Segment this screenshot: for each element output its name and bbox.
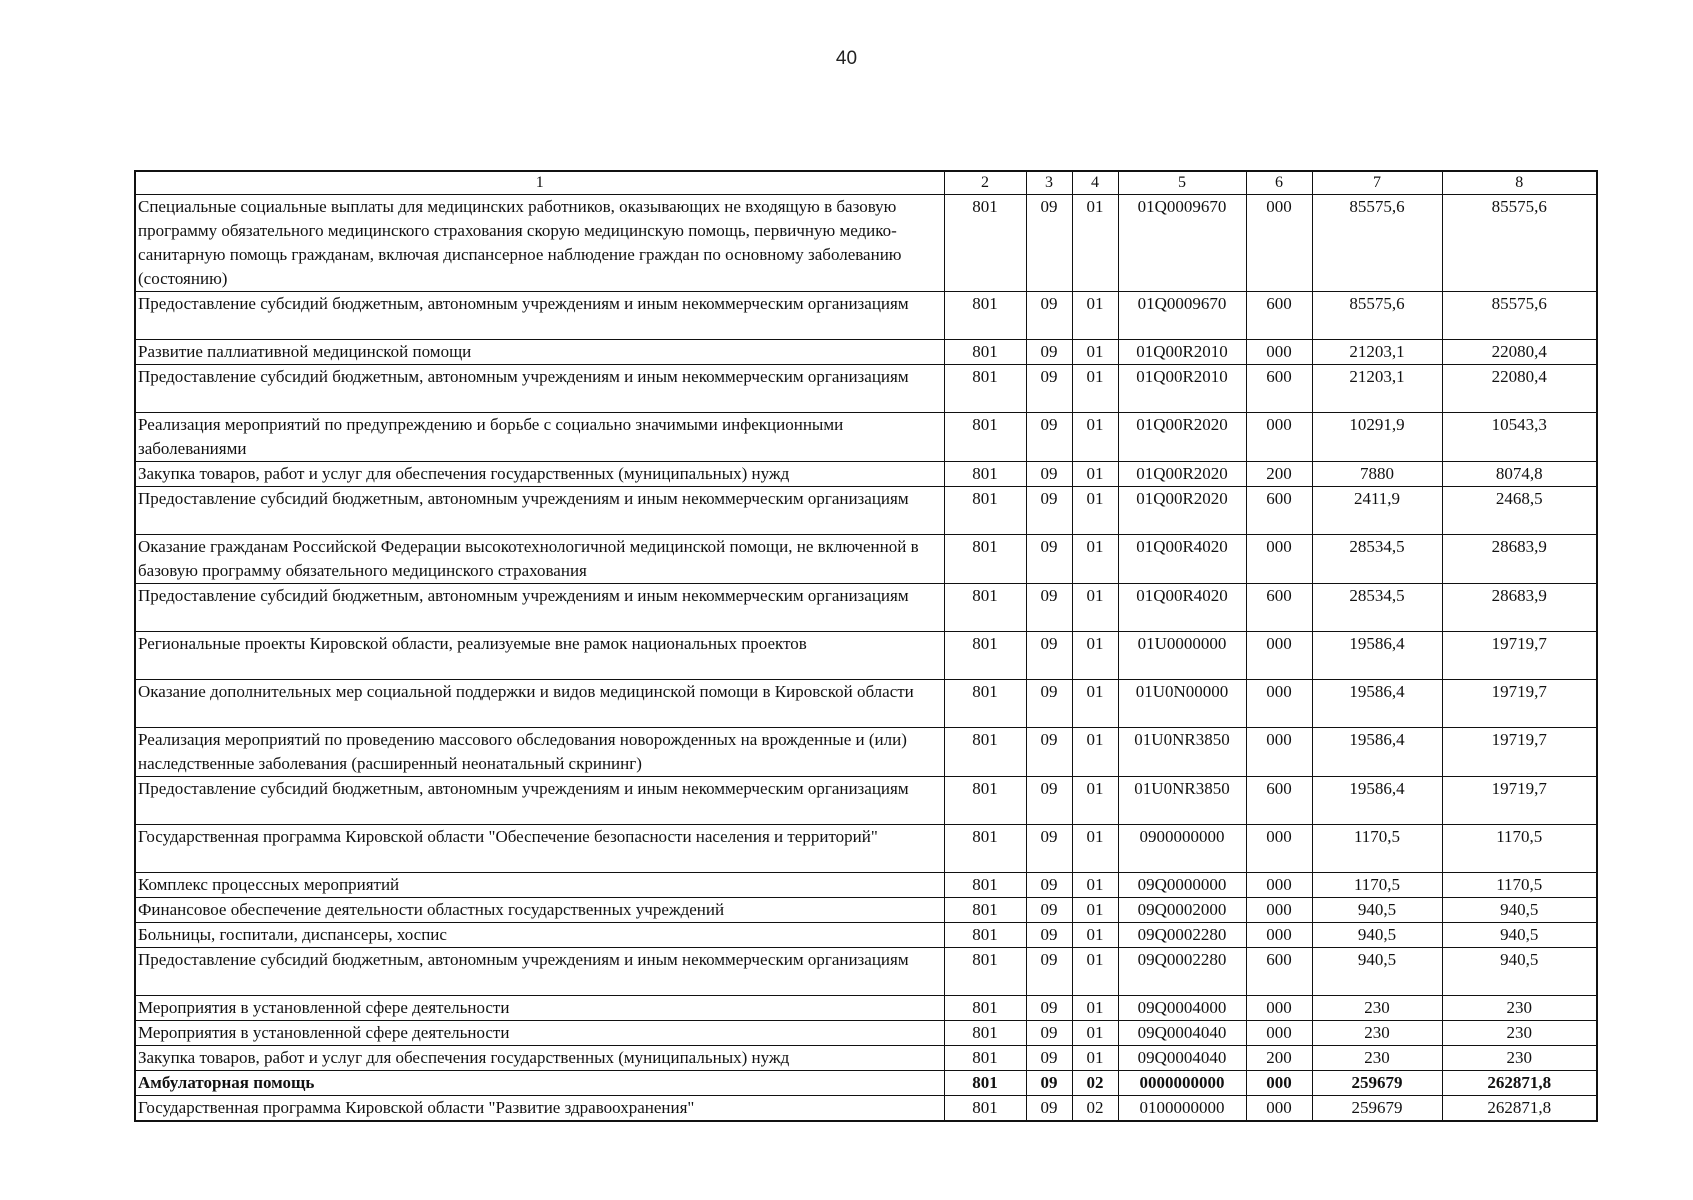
- subsection-cell: 01: [1072, 825, 1118, 873]
- code-ved-cell: 801: [944, 462, 1026, 487]
- subsection-cell: 01: [1072, 728, 1118, 777]
- table-row: [135, 413, 1597, 462]
- header-cell: 1: [135, 171, 944, 195]
- section-cell: 09: [1026, 923, 1072, 948]
- subsection-cell: 01: [1072, 1046, 1118, 1071]
- table-row: [135, 292, 1597, 340]
- expense-type-cell: 000: [1246, 1021, 1312, 1046]
- item-name-cell: Региональные проекты Кировской области, реализуемые вне рамок национальных проектов: [135, 632, 944, 680]
- amount-2025-cell: 19586,4: [1312, 777, 1442, 825]
- expense-type-cell: 600: [1246, 292, 1312, 340]
- amount-2026-cell: 19719,7: [1442, 632, 1597, 680]
- table-row: [135, 340, 1597, 365]
- section-cell: 09: [1026, 340, 1072, 365]
- section-cell: 09: [1026, 1071, 1072, 1096]
- item-name-cell: Амбулаторная помощь: [135, 1071, 944, 1096]
- section-cell: 09: [1026, 487, 1072, 535]
- subsection-cell: 01: [1072, 632, 1118, 680]
- header-cell: 6: [1246, 171, 1312, 195]
- amount-2026-cell: 230: [1442, 1046, 1597, 1071]
- amount-2026-cell: 230: [1442, 996, 1597, 1021]
- target-item-cell: 01Q00R2020: [1118, 462, 1246, 487]
- header-cell: 7: [1312, 171, 1442, 195]
- header-cell: 5: [1118, 171, 1246, 195]
- code-ved-cell: 801: [944, 413, 1026, 462]
- amount-2025-cell: 259679: [1312, 1071, 1442, 1096]
- item-name-cell: Предоставление субсидий бюджетным, автономным учреждениям и иным некоммерческим организациям: [135, 584, 944, 632]
- code-ved-cell: 801: [944, 680, 1026, 728]
- amount-2025-cell: 940,5: [1312, 898, 1442, 923]
- target-item-cell: 01Q00R2010: [1118, 365, 1246, 413]
- code-ved-cell: 801: [944, 195, 1026, 292]
- item-name-cell: Комплекс процессных мероприятий: [135, 873, 944, 898]
- section-cell: 09: [1026, 1096, 1072, 1122]
- section-cell: 09: [1026, 632, 1072, 680]
- table-row: [135, 632, 1597, 680]
- code-ved-cell: 801: [944, 584, 1026, 632]
- expense-type-cell: 200: [1246, 1046, 1312, 1071]
- amount-2026-cell: 28683,9: [1442, 535, 1597, 584]
- table-row: [135, 462, 1597, 487]
- table-row: [135, 365, 1597, 413]
- table-row: [135, 923, 1597, 948]
- amount-2026-cell: 19719,7: [1442, 777, 1597, 825]
- table-row: [135, 1021, 1597, 1046]
- target-item-cell: 09Q0002000: [1118, 898, 1246, 923]
- subsection-cell: 01: [1072, 873, 1118, 898]
- expense-type-cell: 000: [1246, 728, 1312, 777]
- item-name-cell: Реализация мероприятий по проведению массового обследования новорожденных на врожденные и (или) наследственные заболевания (расширенный неонатальный скрининг): [135, 728, 944, 777]
- code-ved-cell: 801: [944, 873, 1026, 898]
- target-item-cell: 01U0N00000: [1118, 680, 1246, 728]
- expense-type-cell: 000: [1246, 996, 1312, 1021]
- amount-2026-cell: 10543,3: [1442, 413, 1597, 462]
- amount-2026-cell: 262871,8: [1442, 1071, 1597, 1096]
- amount-2026-cell: 85575,6: [1442, 195, 1597, 292]
- expense-type-cell: 600: [1246, 487, 1312, 535]
- expense-type-cell: 000: [1246, 873, 1312, 898]
- amount-2026-cell: 19719,7: [1442, 680, 1597, 728]
- target-item-cell: 0100000000: [1118, 1096, 1246, 1122]
- header-cell: 3: [1026, 171, 1072, 195]
- code-ved-cell: 801: [944, 1021, 1026, 1046]
- target-item-cell: 01Q00R2010: [1118, 340, 1246, 365]
- amount-2025-cell: 10291,9: [1312, 413, 1442, 462]
- target-item-cell: 09Q0000000: [1118, 873, 1246, 898]
- item-name-cell: Предоставление субсидий бюджетным, автономным учреждениям и иным некоммерческим организациям: [135, 777, 944, 825]
- item-name-cell: Финансовое обеспечение деятельности областных государственных учреждений: [135, 898, 944, 923]
- code-ved-cell: 801: [944, 292, 1026, 340]
- table-row: [135, 948, 1597, 996]
- table-row: [135, 873, 1597, 898]
- target-item-cell: 09Q0002280: [1118, 948, 1246, 996]
- amount-2026-cell: 230: [1442, 1021, 1597, 1046]
- table-row: [135, 1046, 1597, 1071]
- subsection-cell: 01: [1072, 413, 1118, 462]
- amount-2025-cell: 19586,4: [1312, 728, 1442, 777]
- code-ved-cell: 801: [944, 487, 1026, 535]
- amount-2025-cell: 230: [1312, 1046, 1442, 1071]
- expense-type-cell: 000: [1246, 680, 1312, 728]
- section-cell: 09: [1026, 873, 1072, 898]
- target-item-cell: 01Q00R4020: [1118, 584, 1246, 632]
- target-item-cell: 01U0NR3850: [1118, 728, 1246, 777]
- code-ved-cell: 801: [944, 777, 1026, 825]
- amount-2025-cell: 85575,6: [1312, 195, 1442, 292]
- amount-2025-cell: 28534,5: [1312, 535, 1442, 584]
- amount-2026-cell: 22080,4: [1442, 365, 1597, 413]
- subsection-cell: 01: [1072, 680, 1118, 728]
- amount-2026-cell: 85575,6: [1442, 292, 1597, 340]
- subsection-cell: 01: [1072, 462, 1118, 487]
- expense-type-cell: 000: [1246, 825, 1312, 873]
- code-ved-cell: 801: [944, 632, 1026, 680]
- section-cell: 09: [1026, 728, 1072, 777]
- subsection-cell: 01: [1072, 195, 1118, 292]
- code-ved-cell: 801: [944, 898, 1026, 923]
- expense-type-cell: 600: [1246, 584, 1312, 632]
- code-ved-cell: 801: [944, 728, 1026, 777]
- section-cell: 09: [1026, 996, 1072, 1021]
- amount-2026-cell: 2468,5: [1442, 487, 1597, 535]
- subsection-cell: 01: [1072, 996, 1118, 1021]
- table-row: [135, 680, 1597, 728]
- amount-2025-cell: 19586,4: [1312, 632, 1442, 680]
- expense-type-cell: 600: [1246, 777, 1312, 825]
- code-ved-cell: 801: [944, 1096, 1026, 1122]
- expense-type-cell: 000: [1246, 923, 1312, 948]
- table-row: [135, 825, 1597, 873]
- amount-2026-cell: 1170,5: [1442, 825, 1597, 873]
- amount-2026-cell: 262871,8: [1442, 1096, 1597, 1122]
- code-ved-cell: 801: [944, 535, 1026, 584]
- code-ved-cell: 801: [944, 996, 1026, 1021]
- subsection-cell: 01: [1072, 365, 1118, 413]
- table-row: [135, 195, 1597, 292]
- amount-2026-cell: 22080,4: [1442, 340, 1597, 365]
- subsection-cell: 01: [1072, 777, 1118, 825]
- target-item-cell: 09Q0004040: [1118, 1046, 1246, 1071]
- amount-2026-cell: 8074,8: [1442, 462, 1597, 487]
- section-cell: 09: [1026, 535, 1072, 584]
- expense-type-cell: 000: [1246, 1071, 1312, 1096]
- item-name-cell: Оказание дополнительных мер социальной поддержки и видов медицинской помощи в Кировской области: [135, 680, 944, 728]
- item-name-cell: Государственная программа Кировской области "Развитие здравоохранения": [135, 1096, 944, 1122]
- section-cell: 09: [1026, 584, 1072, 632]
- item-name-cell: Развитие паллиативной медицинской помощи: [135, 340, 944, 365]
- expense-type-cell: 200: [1246, 462, 1312, 487]
- table-row: [135, 1071, 1597, 1096]
- expense-type-cell: 600: [1246, 365, 1312, 413]
- target-item-cell: 01Q0009670: [1118, 195, 1246, 292]
- item-name-cell: Мероприятия в установленной сфере деятельности: [135, 996, 944, 1021]
- target-item-cell: 0000000000: [1118, 1071, 1246, 1096]
- subsection-cell: 01: [1072, 340, 1118, 365]
- page-number: 40: [835, 48, 858, 69]
- subsection-cell: 01: [1072, 487, 1118, 535]
- table-row: [135, 584, 1597, 632]
- section-cell: 09: [1026, 462, 1072, 487]
- item-name-cell: Предоставление субсидий бюджетным, автономным учреждениям и иным некоммерческим организациям: [135, 292, 944, 340]
- item-name-cell: Предоставление субсидий бюджетным, автономным учреждениям и иным некоммерческим организациям: [135, 365, 944, 413]
- item-name-cell: Реализация мероприятий по предупреждению и борьбе с социально значимыми инфекционными заболеваниями: [135, 413, 944, 462]
- subsection-cell: 01: [1072, 923, 1118, 948]
- target-item-cell: 01U0000000: [1118, 632, 1246, 680]
- item-name-cell: Оказание гражданам Российской Федерации высокотехнологичной медицинской помощи, не включенной в базовую программу обязательного медицинского страхования: [135, 535, 944, 584]
- amount-2026-cell: 940,5: [1442, 898, 1597, 923]
- subsection-cell: 01: [1072, 898, 1118, 923]
- section-cell: 09: [1026, 777, 1072, 825]
- item-name-cell: Закупка товаров, работ и услуг для обеспечения государственных (муниципальных) нужд: [135, 1046, 944, 1071]
- item-name-cell: Больницы, госпитали, диспансеры, хоспис: [135, 923, 944, 948]
- expense-type-cell: 000: [1246, 1096, 1312, 1122]
- amount-2025-cell: 940,5: [1312, 948, 1442, 996]
- table-row: [135, 1096, 1597, 1122]
- code-ved-cell: 801: [944, 825, 1026, 873]
- subsection-cell: 02: [1072, 1071, 1118, 1096]
- expense-type-cell: 000: [1246, 632, 1312, 680]
- amount-2026-cell: 1170,5: [1442, 873, 1597, 898]
- target-item-cell: 01Q0009670: [1118, 292, 1246, 340]
- amount-2026-cell: 940,5: [1442, 948, 1597, 996]
- table-row: [135, 996, 1597, 1021]
- expense-type-cell: 600: [1246, 948, 1312, 996]
- expense-type-cell: 000: [1246, 340, 1312, 365]
- section-cell: 09: [1026, 948, 1072, 996]
- amount-2025-cell: 7880: [1312, 462, 1442, 487]
- amount-2025-cell: 1170,5: [1312, 873, 1442, 898]
- section-cell: 09: [1026, 898, 1072, 923]
- item-name-cell: Предоставление субсидий бюджетным, автономным учреждениям и иным некоммерческим организациям: [135, 487, 944, 535]
- code-ved-cell: 801: [944, 340, 1026, 365]
- table-row: [135, 487, 1597, 535]
- subsection-cell: 01: [1072, 535, 1118, 584]
- header-cell: 2: [944, 171, 1026, 195]
- expense-type-cell: 000: [1246, 195, 1312, 292]
- subsection-cell: 01: [1072, 948, 1118, 996]
- code-ved-cell: 801: [944, 365, 1026, 413]
- section-cell: 09: [1026, 292, 1072, 340]
- section-cell: 09: [1026, 365, 1072, 413]
- amount-2025-cell: 19586,4: [1312, 680, 1442, 728]
- target-item-cell: 01Q00R2020: [1118, 487, 1246, 535]
- amount-2025-cell: 259679: [1312, 1096, 1442, 1122]
- target-item-cell: 01Q00R2020: [1118, 413, 1246, 462]
- amount-2025-cell: 21203,1: [1312, 365, 1442, 413]
- section-cell: 09: [1026, 1021, 1072, 1046]
- code-ved-cell: 801: [944, 1071, 1026, 1096]
- budget-table: [134, 170, 1598, 1122]
- table-body: [135, 171, 1597, 1121]
- amount-2025-cell: 28534,5: [1312, 584, 1442, 632]
- target-item-cell: 01Q00R4020: [1118, 535, 1246, 584]
- subsection-cell: 01: [1072, 584, 1118, 632]
- section-cell: 09: [1026, 413, 1072, 462]
- code-ved-cell: 801: [944, 948, 1026, 996]
- header-cell: 8: [1442, 171, 1597, 195]
- table-row: [135, 728, 1597, 777]
- amount-2026-cell: 28683,9: [1442, 584, 1597, 632]
- subsection-cell: 01: [1072, 1021, 1118, 1046]
- section-cell: 09: [1026, 825, 1072, 873]
- item-name-cell: Государственная программа Кировской области "Обеспечение безопасности населения и территорий": [135, 825, 944, 873]
- subsection-cell: 01: [1072, 292, 1118, 340]
- code-ved-cell: 801: [944, 1046, 1026, 1071]
- item-name-cell: Специальные социальные выплаты для медицинских работников, оказывающих не входящую в базовую программу обязательного медицинского страхования скорую медицинскую помощь, первичную медико-санитарную помощь гражданам, включая диспансерное наблюдение граждан по основному заболеванию (состоянию): [135, 195, 944, 292]
- expense-type-cell: 000: [1246, 535, 1312, 584]
- code-ved-cell: 801: [944, 923, 1026, 948]
- subsection-cell: 02: [1072, 1096, 1118, 1122]
- amount-2025-cell: 230: [1312, 996, 1442, 1021]
- item-name-cell: Предоставление субсидий бюджетным, автономным учреждениям и иным некоммерческим организациям: [135, 948, 944, 996]
- amount-2025-cell: 230: [1312, 1021, 1442, 1046]
- header-cell: 4: [1072, 171, 1118, 195]
- amount-2025-cell: 1170,5: [1312, 825, 1442, 873]
- section-cell: 09: [1026, 680, 1072, 728]
- table-row: [135, 898, 1597, 923]
- amount-2025-cell: 940,5: [1312, 923, 1442, 948]
- header-row: [135, 171, 1597, 195]
- target-item-cell: 09Q0004040: [1118, 1021, 1246, 1046]
- item-name-cell: Закупка товаров, работ и услуг для обеспечения государственных (муниципальных) нужд: [135, 462, 944, 487]
- table-row: [135, 535, 1597, 584]
- target-item-cell: 01U0NR3850: [1118, 777, 1246, 825]
- section-cell: 09: [1026, 1046, 1072, 1071]
- amount-2025-cell: 85575,6: [1312, 292, 1442, 340]
- amount-2026-cell: 19719,7: [1442, 728, 1597, 777]
- target-item-cell: 09Q0002280: [1118, 923, 1246, 948]
- target-item-cell: 0900000000: [1118, 825, 1246, 873]
- expense-type-cell: 000: [1246, 898, 1312, 923]
- table-row: [135, 777, 1597, 825]
- item-name-cell: Мероприятия в установленной сфере деятельности: [135, 1021, 944, 1046]
- target-item-cell: 09Q0004000: [1118, 996, 1246, 1021]
- amount-2025-cell: 2411,9: [1312, 487, 1442, 535]
- section-cell: 09: [1026, 195, 1072, 292]
- amount-2026-cell: 940,5: [1442, 923, 1597, 948]
- expense-type-cell: 000: [1246, 413, 1312, 462]
- amount-2025-cell: 21203,1: [1312, 340, 1442, 365]
